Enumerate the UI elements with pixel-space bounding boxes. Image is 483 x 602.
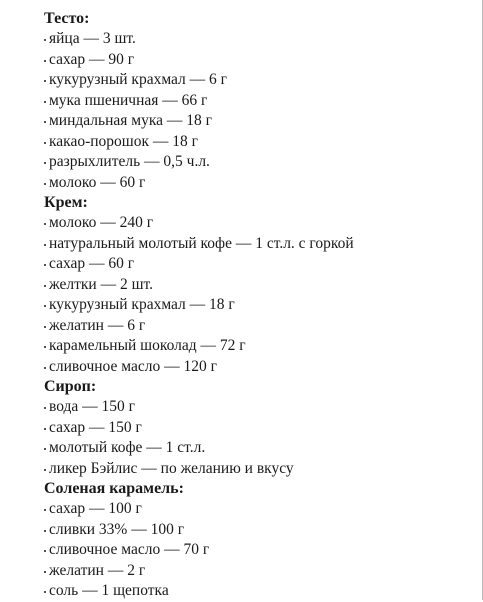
ingredient-item: желатин — 2 г — [44, 561, 483, 582]
ingredient-item: соль — 1 щепотка — [44, 581, 483, 602]
ingredient-item: кукурузный крахмал — 18 г — [44, 295, 483, 316]
ingredient-item: карамельный шоколад — 72 г — [44, 336, 483, 357]
ingredient-list-cream — [44, 213, 483, 377]
ingredient-item: яйца — 3 шт. — [44, 29, 483, 50]
ingredient-list-salted-caramel — [44, 499, 483, 602]
ingredient-item: сахар — 100 г — [44, 499, 483, 520]
ingredient-item: молотый кофе — 1 ст.л. — [44, 438, 483, 459]
section-dough — [44, 9, 483, 193]
section-salted-caramel — [44, 479, 483, 602]
ingredient-item: мука пшеничная — 66 г — [44, 91, 483, 112]
ingredient-item: желтки — 2 шт. — [44, 275, 483, 296]
ingredient-item: сахар — 150 г — [44, 418, 483, 439]
section-title-salted-caramel: Соленая карамель: — [44, 480, 184, 497]
section-cream — [44, 193, 483, 377]
section-title-cream: Крем: — [44, 194, 88, 211]
ingredient-item: кукурузный крахмал — 6 г — [44, 70, 483, 91]
ingredient-item: сахар — 90 г — [44, 50, 483, 71]
ingredient-item: молоко — 240 г — [44, 213, 483, 234]
ingredient-list-syrup — [44, 397, 483, 479]
section-syrup — [44, 377, 483, 479]
ingredient-item: миндальная мука — 18 г — [44, 111, 483, 132]
ingredient-item: какао-порошок — 18 г — [44, 132, 483, 153]
ingredient-item: молоко — 60 г — [44, 173, 483, 194]
ingredient-item: сливочное масло — 120 г — [44, 357, 483, 378]
ingredient-item: натуральный молотый кофе — 1 ст.л. с горкой — [44, 234, 483, 255]
ingredient-item: желатин — 6 г — [44, 316, 483, 337]
ingredient-item: вода — 150 г — [44, 397, 483, 418]
section-title-dough: Тесто: — [44, 10, 90, 27]
section-title-syrup: Сироп: — [44, 378, 97, 395]
ingredient-item: ликер Бэйлис — по желанию и вкусу — [44, 459, 483, 480]
ingredient-list-dough — [44, 29, 483, 193]
ingredient-item: сливочное масло — 70 г — [44, 540, 483, 561]
ingredient-item: сливки 33% — 100 г — [44, 520, 483, 541]
ingredient-item: разрыхлитель — 0,5 ч.л. — [44, 152, 483, 173]
ingredient-item: сахар — 60 г — [44, 254, 483, 275]
